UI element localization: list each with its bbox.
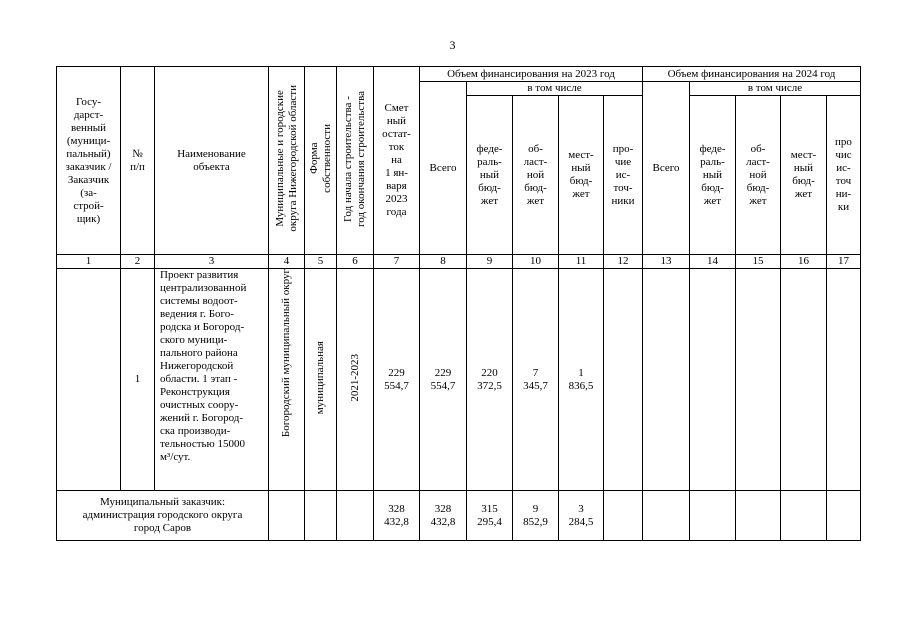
header-regional-2024: об- ласт- ной бюд- жет <box>736 96 781 255</box>
page-number: 3 <box>449 38 456 52</box>
other-2023-value <box>604 269 643 491</box>
column-number: 14 <box>690 255 736 269</box>
municipality-value: Богородский муниципальный округ <box>280 269 292 438</box>
column-number: 11 <box>559 255 604 269</box>
header-other-2024: про чис ис- точ ни- ки <box>827 96 861 255</box>
column-number: 2 <box>121 255 155 269</box>
column-number: 10 <box>513 255 559 269</box>
header-years: Год начала строительства - год окончания строительства <box>342 90 367 227</box>
total-2024-value <box>643 269 690 491</box>
federal-2023-value: 220 372,5 <box>467 269 513 491</box>
empty-cell <box>643 491 690 541</box>
header-including-2023: в том числе <box>467 82 643 96</box>
column-number: 7 <box>374 255 420 269</box>
empty-cell <box>781 491 827 541</box>
empty-cell <box>337 491 374 541</box>
remaining-value: 229 554,7 <box>374 269 420 491</box>
header-total-2024: Всего <box>643 82 690 255</box>
header-funding-2023: Объем финансирования на 2023 год <box>420 67 643 82</box>
header-customer: Госу- дарст- венный (муници- пальный) заказчик / Заказчик (за- строй- щик) <box>57 67 121 255</box>
header-object-name: Наименование объекта <box>155 67 269 255</box>
header-municipality-cell <box>269 67 305 255</box>
column-number: 1 <box>57 255 121 269</box>
column-number: 17 <box>827 255 861 269</box>
header-local-2023: мест- ный бюд- жет <box>559 96 604 255</box>
total-regional-2023: 9 852,9 <box>513 491 559 541</box>
column-number: 8 <box>420 255 467 269</box>
header-federal-2024: феде- раль- ный бюд- жет <box>690 96 736 255</box>
header-years-cell <box>337 67 374 255</box>
other-2024-value <box>827 269 861 491</box>
header-remaining: Смет ный остат- ток на 1 ян- варя 2023 года <box>374 67 420 255</box>
municipality-cell <box>269 269 305 491</box>
customer-cell <box>57 269 121 491</box>
header-funding-2024: Объем финансирования на 2024 год <box>643 67 861 82</box>
column-number: 15 <box>736 255 781 269</box>
total-remaining-value: 328 432,8 <box>374 491 420 541</box>
header-regional-2023: об- ласт- ной бюд- жет <box>513 96 559 255</box>
header-municipality: Муниципальные и городские округа Нижегородской области <box>273 85 299 232</box>
header-other-2023: про- чие ис- точ- ники <box>604 96 643 255</box>
column-number: 9 <box>467 255 513 269</box>
header-including-2024: в том числе <box>690 82 861 96</box>
financing-table <box>56 66 861 541</box>
column-number: 16 <box>781 255 827 269</box>
header-ownership: Форма собственности <box>307 124 333 193</box>
total-2023-sum: 328 432,8 <box>420 491 467 541</box>
total-local-2023: 3 284,5 <box>559 491 604 541</box>
regional-2024-value <box>736 269 781 491</box>
column-number: 4 <box>269 255 305 269</box>
object-name: Проект развития централизованной системы водоот- ведения г. Бого- родска и Богород- ского муници- пального района Нижегородской области. 1 этап - Реконструкция очистных соору- жений г. Богород- ска производи- тельностью 15000 м³/сут. <box>155 269 269 491</box>
column-number-row <box>57 255 861 269</box>
header-ownership-cell <box>305 67 337 255</box>
column-number: 13 <box>643 255 690 269</box>
municipal-customer-label: Муниципальный заказчик: администрация городского округа город Саров <box>57 491 269 541</box>
ownership-cell <box>305 269 337 491</box>
column-number: 6 <box>337 255 374 269</box>
empty-cell <box>736 491 781 541</box>
empty-cell <box>305 491 337 541</box>
years-value: 2021-2023 <box>348 353 361 402</box>
local-2024-value <box>781 269 827 491</box>
total-2023-value: 229 554,7 <box>420 269 467 491</box>
federal-2024-value <box>690 269 736 491</box>
empty-cell <box>604 491 643 541</box>
row-index: 1 <box>121 269 155 491</box>
header-local-2024: мест- ный бюд- жет <box>781 96 827 255</box>
years-cell <box>337 269 374 491</box>
column-number: 3 <box>155 255 269 269</box>
column-number: 12 <box>604 255 643 269</box>
empty-cell <box>827 491 861 541</box>
header-total-2023: Всего <box>420 82 467 255</box>
empty-cell <box>690 491 736 541</box>
total-federal-2023: 315 295,4 <box>467 491 513 541</box>
table-row <box>57 269 861 491</box>
total-row <box>57 491 861 541</box>
header-index: № п/п <box>121 67 155 255</box>
empty-cell <box>269 491 305 541</box>
ownership-value: муниципальная <box>314 340 326 415</box>
local-2023-value: 1 836,5 <box>559 269 604 491</box>
header-federal-2023: феде- раль- ный бюд- жет <box>467 96 513 255</box>
regional-2023-value: 7 345,7 <box>513 269 559 491</box>
column-number: 5 <box>305 255 337 269</box>
